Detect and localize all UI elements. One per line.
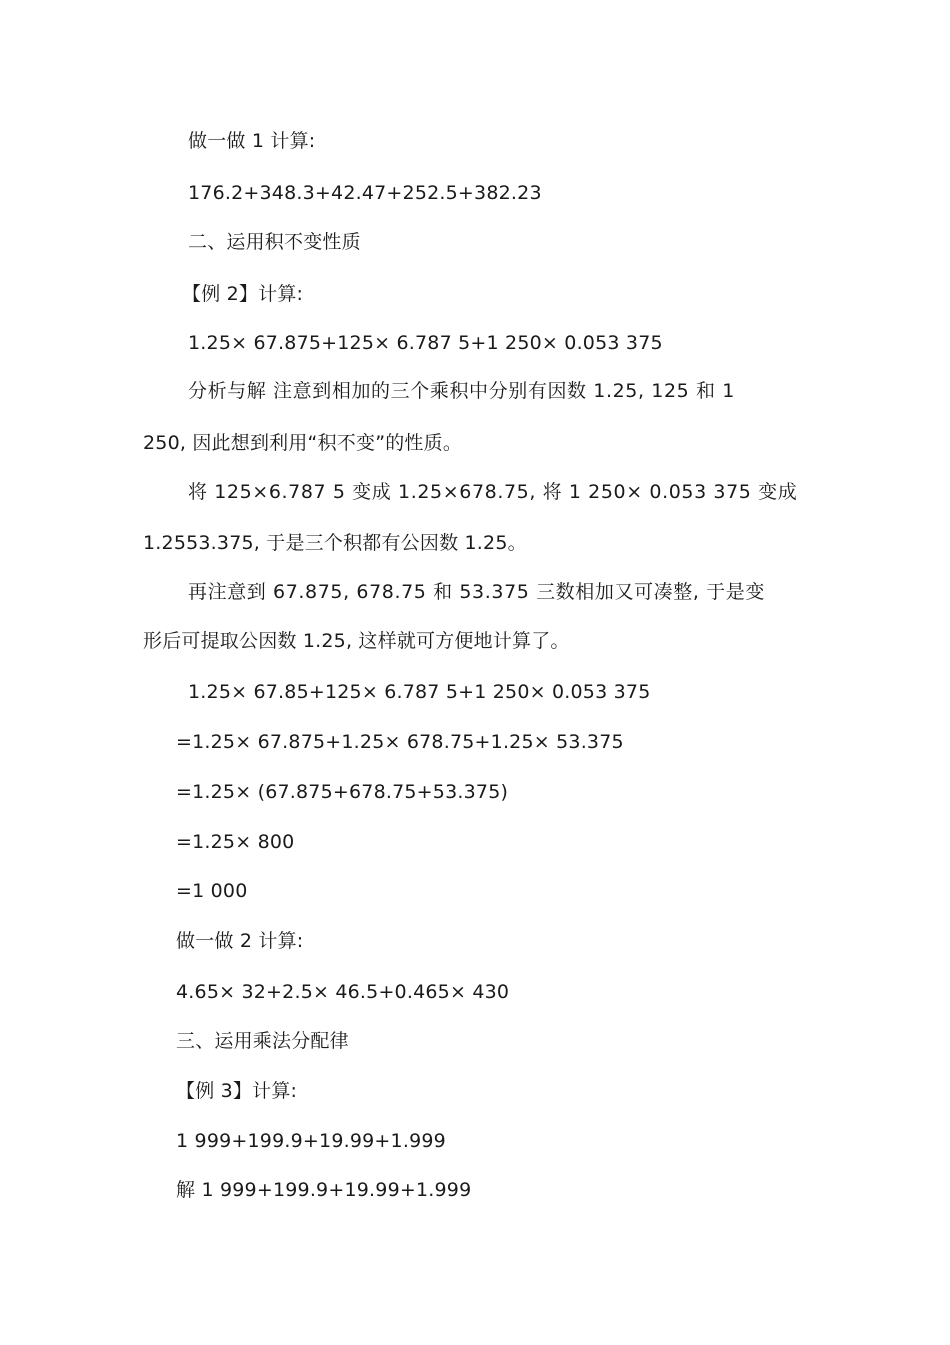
- exercise-2-heading: 做一做 2 计算:: [176, 930, 304, 952]
- solution-step-4: =1 000: [176, 880, 248, 902]
- observation-paragraph-line-2: 形后可提取公因数 1.25, 这样就可方便地计算了。: [143, 630, 570, 652]
- section-3-heading: 三、运用乘法分配律: [176, 1030, 349, 1052]
- solution-step-2: =1.25× (67.875+678.75+53.375): [176, 781, 509, 803]
- exercise-1-expression: 176.2+348.3+42.47+252.5+382.23: [188, 182, 542, 204]
- transform-paragraph-line-1: 将 125×6.787 5 变成 1.25×678.75, 将 1 250× 0.053 375 变成: [188, 481, 798, 503]
- observation-paragraph-line-1: 再注意到 67.875, 678.75 和 53.375 三数相加又可凑整, 于是变: [188, 581, 765, 603]
- section-2-heading: 二、运用积不变性质: [188, 231, 361, 253]
- exercise-1-heading: 做一做 1 计算:: [188, 130, 316, 152]
- transform-paragraph-line-2: 1.2553.375, 于是三个积都有公因数 1.25。: [143, 532, 527, 554]
- analysis-paragraph-line-1: 分析与解 注意到相加的三个乘积中分别有因数 1.25, 125 和 1: [188, 380, 735, 402]
- exercise-2-expression: 4.65× 32+2.5× 46.5+0.465× 430: [176, 981, 510, 1003]
- solution-step-1: =1.25× 67.875+1.25× 678.75+1.25× 53.375: [176, 731, 624, 753]
- analysis-paragraph-line-2: 250, 因此想到利用“积不变”的性质。: [143, 432, 463, 454]
- example-2-heading: 【例 2】计算:: [182, 283, 304, 305]
- solution-step-0: 1.25× 67.85+125× 6.787 5+1 250× 0.053 375: [188, 681, 651, 703]
- example-2-expression: 1.25× 67.875+125× 6.787 5+1 250× 0.053 375: [188, 332, 663, 354]
- solution-step-3: =1.25× 800: [176, 831, 295, 853]
- example-3-heading: 【例 3】计算:: [176, 1080, 298, 1102]
- example-3-solution-start: 解 1 999+199.9+19.99+1.999: [176, 1179, 472, 1201]
- example-3-expression: 1 999+199.9+19.99+1.999: [176, 1130, 446, 1152]
